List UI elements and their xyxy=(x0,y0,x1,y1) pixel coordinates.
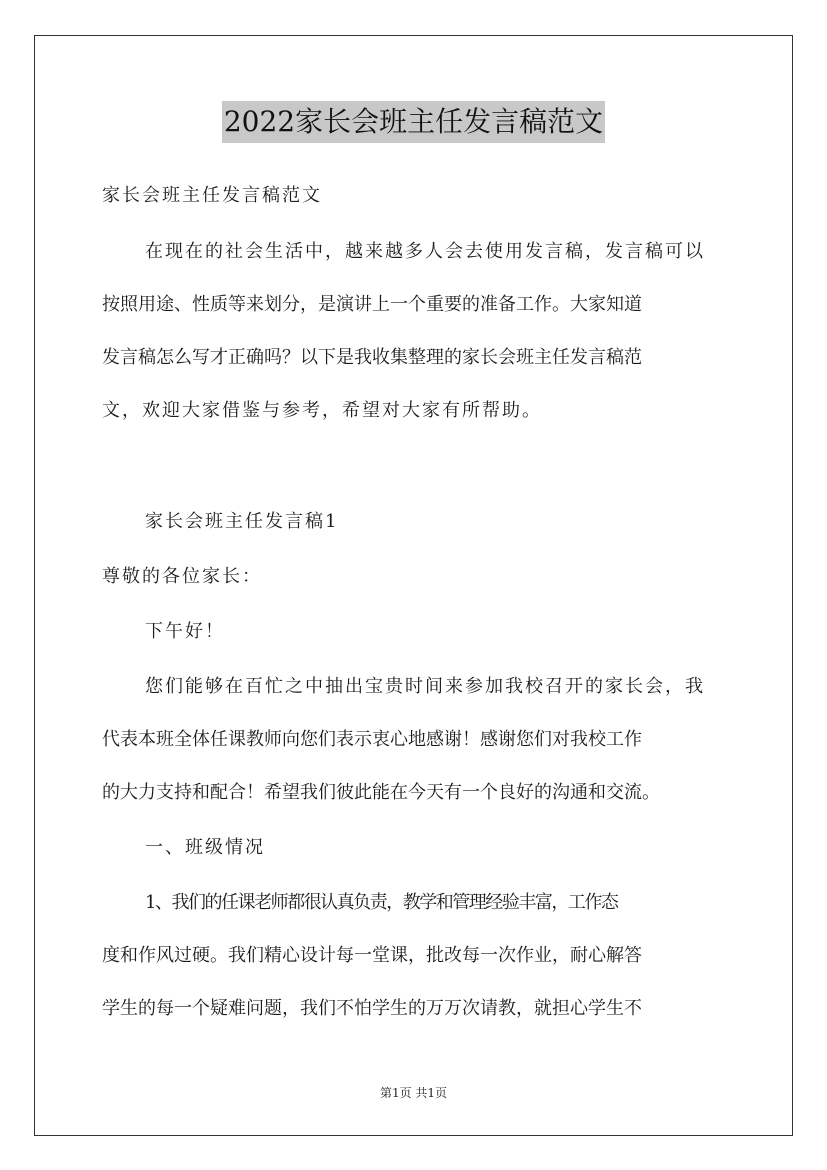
document-title: 2022家长会班主任发言稿范文 xyxy=(222,101,605,143)
body-line: 的大力支持和配合！希望我们彼此能在今天有一个良好的沟通和交流。 xyxy=(102,782,660,803)
document-title-block xyxy=(0,101,827,143)
section-heading: 一、班级情况 xyxy=(145,837,265,858)
body-line: 发言稿怎么写才正确吗？以下是我收集整理的家长会班主任发言稿范 xyxy=(102,347,642,368)
body-line: 文，欢迎大家借鉴与参考，希望对大家有所帮助。 xyxy=(102,400,542,421)
body-line: 度和作风过硬。我们精心设计每一堂课，批改每一次作业，耐心解答 xyxy=(102,945,642,966)
body-line: 尊敬的各位家长： xyxy=(102,566,262,587)
body-line: 在现在的社会生活中，越来越多人会去使用发言稿，发言稿可以 xyxy=(145,241,705,262)
section-heading: 家长会班主任发言稿1 xyxy=(145,511,339,532)
body-line: 按照用途、性质等来划分，是演讲上一个重要的准备工作。大家知道 xyxy=(102,294,642,315)
body-line: 1、我们的任课老师都很认真负责，教学和管理经验丰富，工作态 xyxy=(145,892,618,913)
page-footer: 第1页 共1页 xyxy=(379,1086,448,1100)
body-line: 您们能够在百忙之中抽出宝贵时间来参加我校召开的家长会，我 xyxy=(145,676,705,697)
body-line: 代表本班全体任课教师向您们表示衷心地感谢！感谢您们对我校工作 xyxy=(102,729,642,750)
body-line: 家长会班主任发言稿范文 xyxy=(102,185,322,206)
body-line: 学生的每一个疑难问题，我们不怕学生的万万次请教，就担心学生不 xyxy=(102,998,642,1019)
body-line: 下午好！ xyxy=(145,621,225,642)
